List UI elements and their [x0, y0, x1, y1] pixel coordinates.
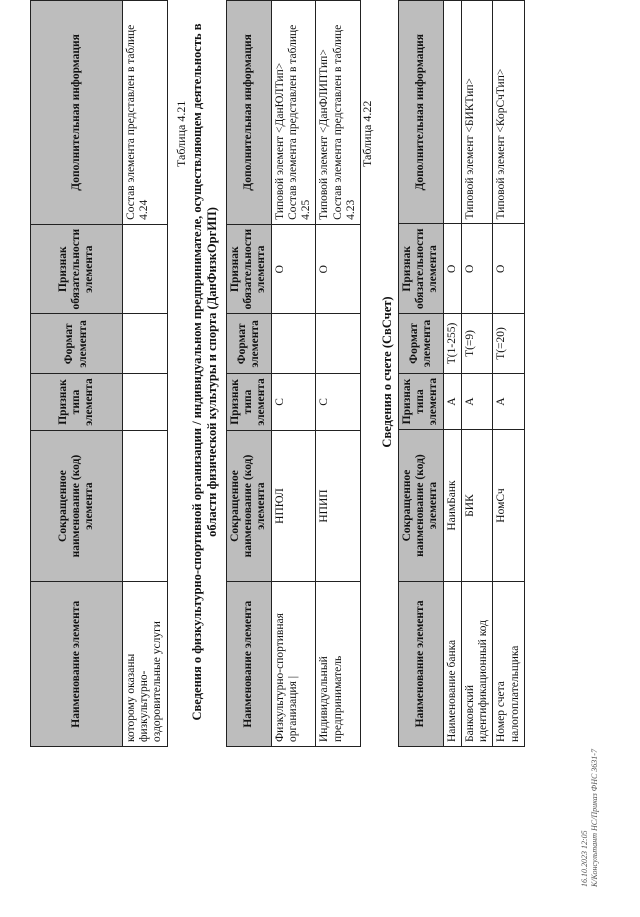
table-cell: Банковский идентификационный код	[461, 581, 492, 746]
table-cell: Физкультурно-спортивная организация |	[271, 582, 316, 747]
header-cell: Признак обязательности элемента	[399, 224, 444, 314]
table-cell	[123, 314, 168, 374]
table-cell	[123, 224, 168, 314]
header-cell: Признак типа элемента	[399, 373, 444, 429]
header-cell: Сокращенное наименование (код) элемента	[227, 430, 272, 582]
header-cell: Признак обязательности элемента	[227, 224, 272, 314]
table-cell: А	[461, 373, 492, 429]
header-cell: Признак обязательности элемента	[31, 224, 123, 314]
table-cell: С	[316, 374, 361, 430]
table-cell: T(=20)	[493, 314, 524, 374]
table-cell: Индивидуальный предприниматель	[316, 582, 361, 747]
table-cell: Типовой элемент <ДанЮЛТип> Состав элемента представлен в таблице 4.25	[271, 1, 316, 225]
table-cell: Типовой элемент <БИКТип>	[461, 1, 492, 225]
table-cell: А	[443, 373, 461, 429]
table-cell	[316, 314, 361, 374]
table-continuation	[30, 0, 168, 747]
table-cell: НПИП	[316, 430, 361, 582]
print-footer	[580, 749, 599, 887]
table-cell	[271, 314, 316, 374]
table-cell: БИК	[461, 430, 492, 581]
table-cell: T(1-255)	[443, 314, 461, 374]
table-cell: О	[461, 224, 492, 314]
table-421-grid	[226, 0, 361, 747]
table-cell: Номер счета налогоплательщика	[493, 581, 524, 746]
table-cell: О	[443, 224, 461, 314]
table-421	[226, 0, 361, 747]
table-cell	[123, 374, 168, 430]
header-cell: Дополнительная информация	[399, 1, 444, 225]
table-cell: T(=9)	[461, 314, 492, 374]
footer-date: 16.10.2023 12:05	[580, 830, 589, 887]
table-cell: С	[271, 374, 316, 430]
table-cell: Наименование банка	[443, 581, 461, 746]
table-cell: А	[493, 373, 524, 429]
table-title-421: Сведения о физкультурно-спортивной организации / индивидуальном предпринимателе, осуществляющем деятельность в области физической культуры и спорта (ДанФизкОргИП)	[190, 23, 219, 721]
table-label-421: Таблица 4.21	[174, 100, 188, 167]
header-cell: Формат элемента	[31, 314, 123, 374]
table-cell: О	[316, 224, 361, 314]
table-cell: НаимБанк	[443, 430, 461, 581]
table-422	[398, 0, 525, 747]
table-cell: О	[271, 224, 316, 314]
table-cell: Типовой элемент <ДанФЛИПТип> Состав элемента представлен в таблице 4.23	[316, 1, 361, 225]
table-cell: Состав элемента представлен в таблице 4.24	[123, 1, 168, 225]
header-cell: Наименование элемента	[227, 582, 272, 747]
continuation-table	[30, 0, 168, 747]
header-cell: Признак типа элемента	[31, 374, 123, 430]
footer-source: К/Консультант НС/Приказ ФНС 3631-7	[589, 749, 599, 887]
header-cell: Формат элемента	[227, 314, 272, 374]
header-cell: Дополнительная информация	[31, 1, 123, 225]
header-cell: Наименование элемента	[31, 582, 123, 747]
header-cell: Дополнительная информация	[227, 1, 272, 225]
header-cell: Признак типа элемента	[227, 374, 272, 430]
table-cell: которому оказаны физкультурно-оздоровительные услуги	[123, 582, 168, 747]
header-cell: Формат элемента	[399, 314, 444, 374]
table-cell: НомСч	[493, 430, 524, 581]
table-cell	[443, 1, 461, 225]
table-cell: О	[493, 224, 524, 314]
table-title-422: Сведения о счете (СвСчет)	[380, 296, 394, 448]
table-cell: НПЮЛ	[271, 430, 316, 582]
table-422-grid	[398, 0, 525, 747]
header-cell: Сокращенное наименование (код) элемента	[31, 430, 123, 582]
header-cell: Сокращенное наименование (код) элемента	[399, 430, 444, 581]
table-label-422: Таблица 4.22	[360, 100, 374, 167]
table-cell: Типовой элемент <КорСчТип>	[493, 1, 524, 225]
header-cell: Наименование элемента	[399, 581, 444, 746]
table-cell	[123, 430, 168, 582]
